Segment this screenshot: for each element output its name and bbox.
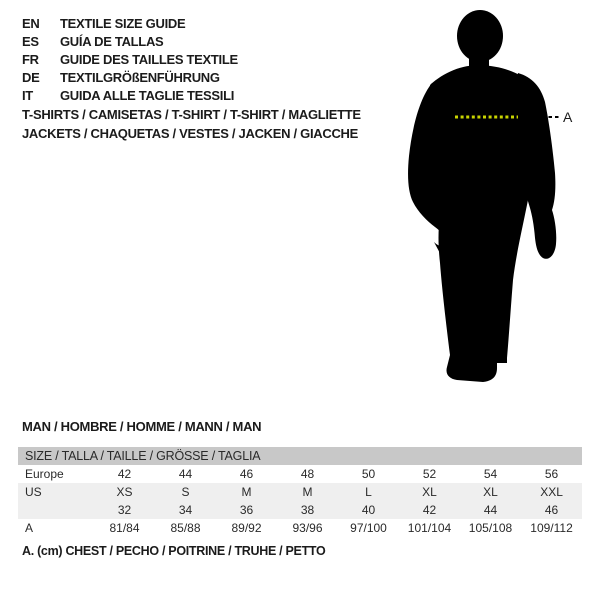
table-cell: 97/100: [350, 521, 387, 535]
table-cell: 46: [521, 501, 582, 519]
table-cell: 105/108: [468, 521, 513, 535]
table-cell: 101/104: [407, 521, 452, 535]
language-code: FR: [22, 51, 39, 67]
table-cell: 46: [239, 467, 254, 481]
language-code: EN: [22, 15, 40, 31]
table-cell: 109/112: [530, 521, 573, 535]
language-row-es: [22, 32, 238, 50]
table-cell: 32: [94, 501, 155, 519]
size-table-header-row: [18, 447, 582, 465]
table-cell: 52: [422, 467, 437, 481]
category-jackets: JACKETS / CHAQUETAS / VESTES / JACKEN / GIACCHE: [22, 126, 358, 141]
table-cell: 36: [216, 501, 277, 519]
language-row-fr: [22, 50, 238, 68]
table-row-chest-a: [18, 519, 582, 537]
table-cell: 44: [460, 501, 521, 519]
table-cell: 48: [300, 467, 315, 481]
silhouette-left-arm: [408, 83, 460, 257]
table-cell: 40: [338, 501, 399, 519]
table-cell: XL: [460, 483, 521, 501]
table-cell: XXL: [521, 483, 582, 501]
table-cell: 85/88: [170, 521, 201, 535]
silhouette-head: [457, 10, 503, 62]
table-cell: 81/84: [109, 521, 140, 535]
table-cell: M: [277, 483, 338, 501]
language-row-de: [22, 68, 238, 86]
section-title-man: MAN / HOMBRE / HOMME / MANN / MAN: [22, 419, 262, 434]
table-cell: 56: [544, 467, 559, 481]
table-cell: S: [155, 483, 216, 501]
table-row-europe: [18, 465, 582, 483]
footnote-chest-measure: A. (cm) CHEST / PECHO / POITRINE / TRUHE / PETTO: [22, 544, 326, 558]
table-cell: XS: [94, 483, 155, 501]
size-table-header: SIZE / TALLA / TAILLE / GRÖSSE / TAGLIA: [18, 447, 582, 465]
table-row-uk-sizes: [18, 501, 582, 519]
garment-categories: [22, 105, 361, 143]
row-label-us: US: [18, 483, 94, 501]
table-cell: 44: [178, 467, 193, 481]
language-label: TEXTILE SIZE GUIDE: [60, 15, 186, 31]
language-label: GUIDE DES TAILLES TEXTILE: [60, 51, 238, 67]
table-cell: 38: [277, 501, 338, 519]
language-code: DE: [22, 69, 40, 85]
man-silhouette-icon: [400, 5, 580, 395]
language-code: ES: [22, 33, 39, 49]
table-cell: M: [216, 483, 277, 501]
language-label: GUÍA DE TALLAS: [60, 33, 164, 49]
language-label: TEXTILGRÖßENFÜHRUNG: [60, 69, 220, 85]
row-label-europe: Europe: [25, 467, 64, 481]
table-cell: 34: [155, 501, 216, 519]
category-tshirts: T-SHIRTS / CAMISETAS / T-SHIRT / T-SHIRT / MAGLIETTE: [22, 107, 361, 122]
man-silhouette-figure: [400, 5, 580, 395]
table-cell: 42: [117, 467, 132, 481]
table-cell: 42: [399, 501, 460, 519]
size-table: [18, 447, 582, 537]
table-cell: 93/96: [292, 521, 323, 535]
language-code: IT: [22, 87, 33, 103]
language-label: GUIDA ALLE TAGLIE TESSILI: [60, 87, 235, 103]
table-cell: 89/92: [231, 521, 262, 535]
row-label-a: A: [25, 521, 34, 535]
measure-label-a: A: [563, 109, 573, 125]
language-row-it: [22, 86, 238, 104]
table-cell: 50: [361, 467, 376, 481]
language-list: [22, 14, 238, 104]
language-row-en: [22, 14, 238, 32]
table-cell: 54: [483, 467, 498, 481]
table-cell: XL: [399, 483, 460, 501]
row-label-blank: [18, 501, 94, 519]
table-cell: L: [338, 483, 399, 501]
table-row-us: [18, 483, 582, 501]
